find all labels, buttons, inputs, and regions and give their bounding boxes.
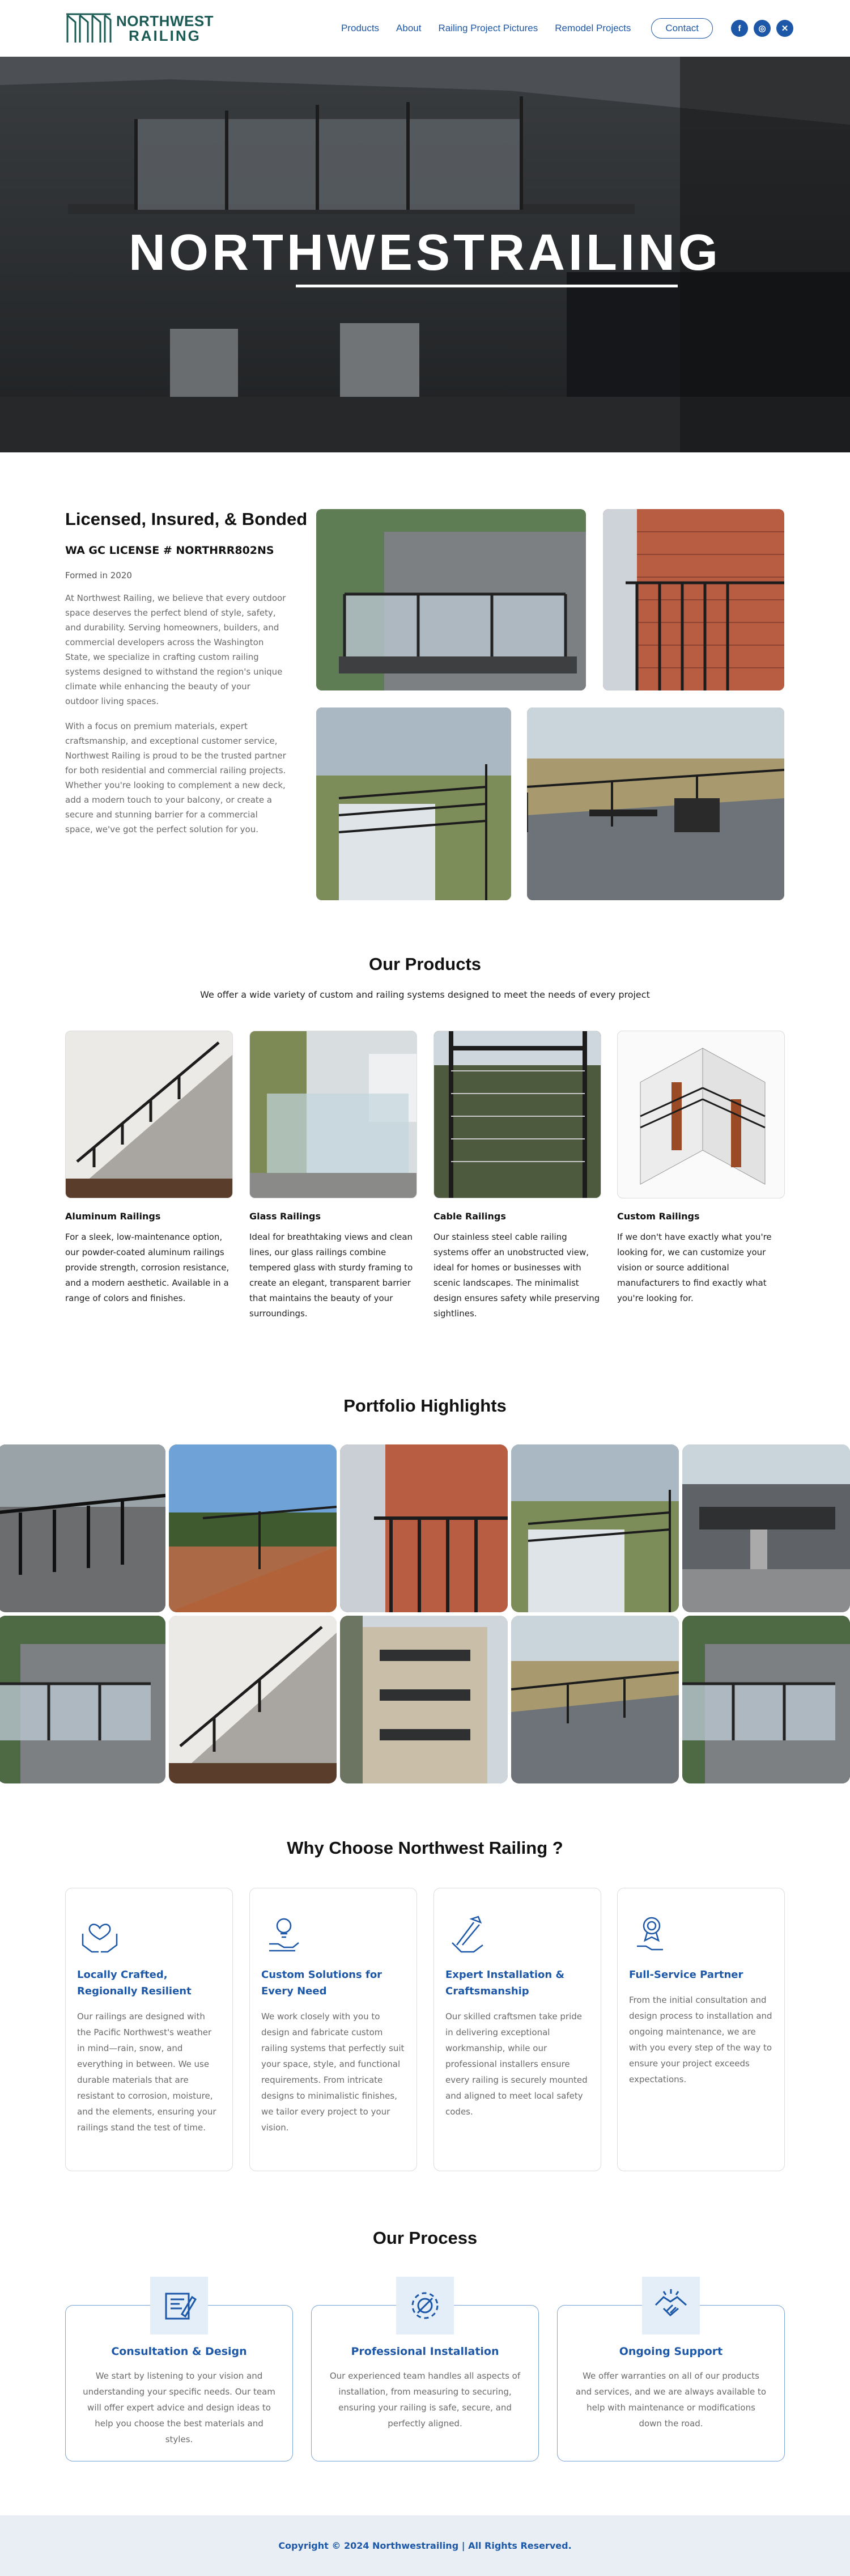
product-name: Glass Railings	[249, 1211, 321, 1222]
about-photo-3	[316, 707, 511, 900]
tools-hand-icon	[445, 1911, 491, 1956]
main-nav	[341, 18, 793, 39]
portfolio-title: Portfolio Highlights	[343, 1396, 507, 1416]
product-image	[617, 1031, 785, 1198]
license-number: WA GC LICENSE # NORTHRR802NS	[65, 544, 274, 557]
about-photo-4	[527, 707, 784, 900]
award-hand-icon	[629, 1911, 674, 1956]
contact-button[interactable]: Contact	[651, 18, 713, 39]
portfolio-photo[interactable]	[0, 1444, 165, 1612]
logo-line2: RAILING	[129, 27, 201, 44]
why-card-desc: From the initial consultation and design process to installation and ongoing maintenance, we are with you every step of the way to ensure your project exceeds expectations.	[629, 1995, 772, 2084]
nav-railing-project-pictures[interactable]: Railing Project Pictures	[438, 23, 538, 33]
hero-underline	[296, 285, 678, 287]
process-card-desc: We start by listening to your vision and understanding your specific needs. Our team will offer expert advice and design ideas to help you choose the best materials and styles.	[83, 2371, 275, 2444]
process-card-title: Professional Installation	[351, 2345, 499, 2358]
logo[interactable]	[65, 12, 214, 45]
product-image	[249, 1031, 417, 1198]
handshake-icon	[642, 2277, 700, 2334]
product-image	[65, 1031, 233, 1198]
product-desc: For a sleek, low-maintenance option, our powder-coated aluminum railings provide strength, corrosion resistance, and a modern aesthetic. Available in a range of colors and finishes.	[65, 1232, 230, 1303]
products-subtitle: We offer a wide variety of custom and railing systems designed to meet the needs of every project	[200, 989, 650, 1000]
why-card	[434, 1888, 601, 2171]
why-card-desc: Our railings are designed with the Pacific Northwest's weather in mind—rain, snow, and everything in between. We use durable materials that are resistant to corrosion, moisture, and the elements, ensuring your railings stand the test of time.	[77, 2011, 216, 2133]
about-photo-2	[603, 509, 784, 690]
hero	[0, 57, 850, 452]
portfolio-photo[interactable]	[511, 1616, 679, 1783]
about-paragraph-1: At Northwest Railing, we believe that every outdoor space deserves the perfect blend of style, safety, and durability. Serving homeowners, builders, and commercial developers across the Washington State, we specialize in crafting custom railing systems designed to withstand the region's unique climate while enhancing the beauty of your outdoor living spaces.	[65, 593, 286, 706]
product-name: Custom Railings	[617, 1211, 700, 1222]
product-card-custom[interactable]	[617, 1031, 785, 1306]
product-desc: Ideal for breathtaking views and clean lines, our glass railings combine tempered glass with sturdy framing to create an elegant, transparent barrier that maintains the beauty of your surroundings.	[249, 1232, 413, 1319]
why-card-title: Custom Solutions for Every Need	[261, 1969, 382, 1997]
why-card-desc: We work closely with you to design and fabricate custom railing systems that perfectly suit your space, style, and functional requirements. From intricate designs to minimalistic finishes, we tailor every project to your vision.	[261, 2011, 405, 2133]
portfolio-photo[interactable]	[169, 1616, 337, 1783]
logo-mark-icon	[65, 12, 112, 45]
nav-about[interactable]: About	[396, 23, 422, 33]
product-card-glass[interactable]	[249, 1031, 417, 1321]
design-tablet-icon	[150, 2277, 208, 2334]
portfolio-photo[interactable]	[682, 1444, 850, 1612]
why-card	[65, 1888, 233, 2171]
formed-year: Formed in 2020	[65, 570, 132, 581]
process-card-desc: We offer warranties on all of our products and services, and we are always available to help with maintenance or modifications down the road.	[575, 2371, 767, 2429]
about-paragraph-2: With a focus on premium materials, expert craftsmanship, and exceptional customer service, Northwest Railing is proud to be the trusted partner for both residential and commercial railing projects. Whether you're looking to complement a new deck, add a modern touch to your balcony, or create a secure and stunning barrier for a commercial space, we've got the perfect solution for you.	[65, 721, 286, 834]
x-twitter-icon[interactable]: ✕	[776, 20, 793, 37]
hands-heart-icon	[77, 1911, 122, 1956]
about-photo-1	[316, 509, 586, 690]
logo-line1: NORTHWEST	[116, 12, 214, 29]
process-title: Our Process	[372, 2228, 478, 2248]
product-image	[434, 1031, 601, 1198]
portfolio-photo[interactable]	[169, 1444, 337, 1612]
product-desc: If we don't have exactly what you're looking for, we can customize your vision or source additional manufacturers to find exactly what you're looking for.	[617, 1232, 772, 1303]
product-card-cable[interactable]	[434, 1031, 601, 1321]
about-heading: Licensed, Insured, & Bonded	[65, 509, 308, 529]
portfolio-photo[interactable]	[511, 1444, 679, 1612]
product-name: Aluminum Railings	[65, 1211, 161, 1222]
nav-remodel-projects[interactable]: Remodel Projects	[555, 23, 631, 33]
copyright-text: Copyright © 2024 Northwestrailing | All Rights Reserved.	[278, 2540, 572, 2551]
portfolio-photo[interactable]	[340, 1616, 508, 1783]
portfolio-photo[interactable]	[682, 1616, 850, 1783]
portfolio-photo[interactable]	[0, 1616, 165, 1783]
instagram-icon[interactable]: ◎	[754, 20, 771, 37]
products-title: Our Products	[368, 954, 482, 974]
why-title: Why Choose Northwest Railing ?	[287, 1838, 563, 1858]
hero-title: NORTHWESTRAILING	[129, 224, 721, 281]
product-name: Cable Railings	[434, 1211, 506, 1222]
site-footer	[0, 2515, 850, 2576]
process-card-title: Ongoing Support	[619, 2345, 723, 2358]
portfolio-photo[interactable]	[340, 1444, 508, 1612]
process-card-desc: Our experienced team handles all aspects of installation, from measuring to securing, ensuring your railing is safe, secure, and perfectly aligned.	[329, 2371, 521, 2429]
process-card-title: Consultation & Design	[111, 2345, 247, 2358]
hand-bulb-icon	[261, 1911, 307, 1956]
why-card-desc: Our skilled craftsmen take pride in delivering exceptional workmanship, while our professional installers ensure every railing is securely mounted and aligned to meet local safety codes.	[445, 2011, 588, 2117]
site-header	[0, 0, 850, 57]
product-desc: Our stainless steel cable railing systems offer an unobstructed view, ideal for homes or businesses with scenic landscapes. The minimalist design ensures safety while preserving sightlines.	[434, 1232, 600, 1319]
why-card-title: Locally Crafted, Regionally Resilient	[77, 1969, 192, 1997]
gear-wrench-icon	[396, 2277, 454, 2334]
nav-products[interactable]: Products	[341, 23, 380, 33]
facebook-icon[interactable]: f	[731, 20, 748, 37]
product-card-aluminum[interactable]	[65, 1031, 233, 1306]
why-card-title: Expert Installation & Craftsmanship	[445, 1969, 565, 1997]
why-card-title: Full-Service Partner	[629, 1969, 743, 1981]
why-card	[617, 1888, 785, 2171]
why-card	[249, 1888, 417, 2171]
